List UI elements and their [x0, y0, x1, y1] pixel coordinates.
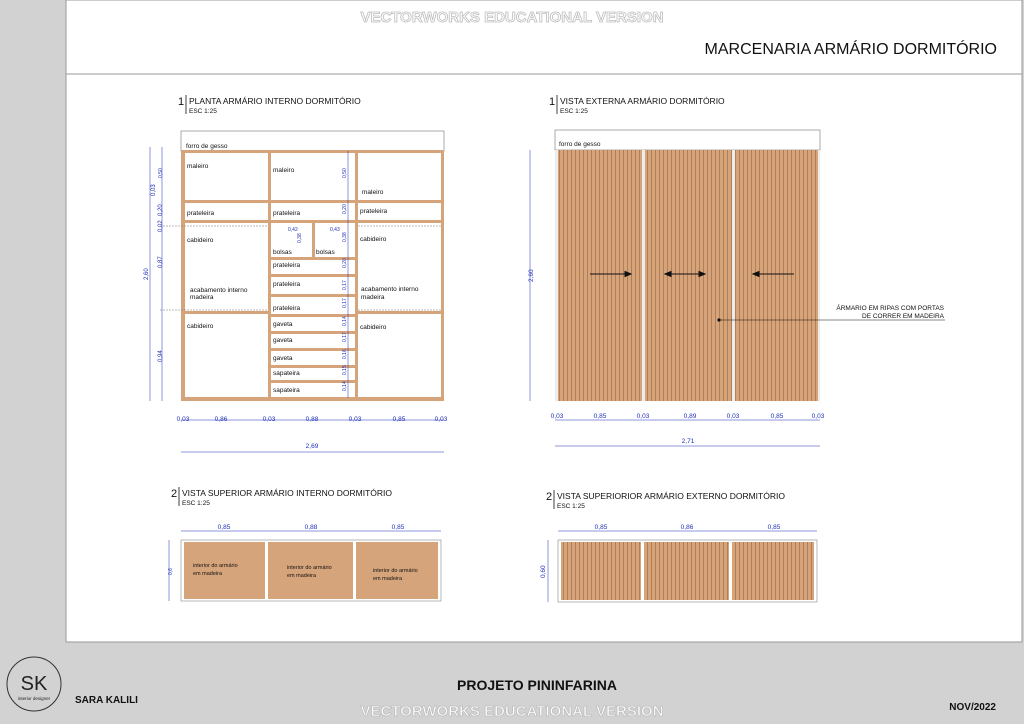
- view-number: 2: [171, 488, 178, 500]
- label-maleiro-left: maleiro: [187, 163, 209, 170]
- dim-inner-5: 0,17: [342, 280, 348, 290]
- logo-subtitle: interior designer: [17, 696, 51, 701]
- label-prateleira-left: prateleira: [187, 210, 215, 217]
- dim-plan-bottom-7: 0,03: [434, 416, 448, 423]
- dim-inner-9: 0,16: [342, 349, 348, 359]
- label-acabamento-left-2: madeira: [190, 294, 214, 301]
- dim-inner-7: 0,14: [342, 316, 348, 326]
- box-label: em madeira: [287, 573, 317, 579]
- label-acabamento-left-1: acabamento interno: [190, 287, 248, 294]
- dim-top-ext-2: 0,86: [680, 524, 694, 531]
- plan-interior-view: [144, 95, 448, 452]
- dim-height: 2,60: [528, 269, 535, 282]
- box-label: em madeira: [193, 571, 223, 577]
- dim-left-6: 0,94: [158, 350, 164, 362]
- dim-ext-bottom-6: 0,85: [770, 413, 784, 420]
- box-label: interior do armário: [287, 565, 332, 571]
- view-scale: ESC 1:25: [557, 503, 585, 510]
- dim-inner-3: 0,38: [342, 232, 348, 242]
- designer-name: SARA KALILI: [75, 695, 138, 706]
- dim-depth: 0,6: [168, 568, 174, 575]
- dim-inner-2: 0,20: [342, 204, 348, 214]
- project-name: PROJETO PININFARINA: [457, 677, 617, 693]
- dim-plan-bottom-1: 0,03: [176, 416, 190, 423]
- label-prateleira-m1: prateleira: [273, 262, 301, 269]
- label-cabideiro-right-2: cabideiro: [360, 324, 387, 331]
- label-prateleira-m2: prateleira: [273, 281, 301, 288]
- dim-left-1: 0,03: [151, 184, 157, 196]
- label-gaveta-1: gaveta: [273, 321, 293, 328]
- note-line-1: ÁRMARIO EM RIPAS COM PORTAS: [836, 305, 944, 312]
- dim-plan-bottom-3: 0,03: [262, 416, 276, 423]
- forro-label: forro de gesso: [186, 143, 228, 150]
- dim-inner-10: 0,15: [342, 365, 348, 375]
- label-acabamento-right-1: acabamento interno: [361, 286, 419, 293]
- sliding-door-right: [735, 150, 818, 401]
- box-label: em madeira: [373, 576, 403, 582]
- view-scale: ESC 1:25: [189, 108, 217, 115]
- dim-inner-1: 0,50: [342, 168, 348, 178]
- label-gaveta-3: gaveta: [273, 355, 293, 362]
- view-number: 2: [546, 491, 553, 503]
- view-title: VISTA EXTERNA ARMÁRIO DORMITÓRIO: [560, 96, 725, 106]
- dim-ext-bottom-3: 0,03: [636, 413, 650, 420]
- box-label: interior do armário: [193, 563, 238, 569]
- dim-left-2: 0,50: [158, 168, 164, 178]
- dim-left-4: 0,02: [158, 220, 164, 232]
- view-number: 1: [178, 96, 185, 108]
- label-bolsas-2: bolsas: [316, 249, 335, 256]
- top-slat-middle: [644, 542, 729, 600]
- dim-ext-bottom-2: 0,85: [593, 413, 607, 420]
- label-cabideiro-left-1: cabideiro: [187, 237, 214, 244]
- box-label: interior do armário: [373, 568, 418, 574]
- label-bolsas-1: bolsas: [273, 249, 292, 256]
- label-cabideiro-right-1: cabideiro: [360, 236, 387, 243]
- dim-ext-bottom-7: 0,03: [811, 413, 825, 420]
- label-cabideiro-left-2: cabideiro: [187, 323, 214, 330]
- view-title: VISTA SUPERIORIOR ARMÁRIO EXTERNO DORMITÓRIO: [557, 491, 785, 501]
- dim-bolsas-2: 0,43: [330, 227, 340, 233]
- label-prateleira-right: prateleira: [360, 208, 388, 215]
- dim-ext-bottom-1: 0,03: [550, 413, 564, 420]
- dim-inner-8: 0,17: [342, 332, 348, 342]
- project-date: NOV/2022: [949, 702, 996, 713]
- sliding-door-middle: [645, 150, 732, 401]
- view-number: 1: [549, 96, 556, 108]
- top-slat-right: [732, 542, 814, 600]
- dim-top-ext-1: 0,85: [594, 524, 608, 531]
- label-sapateira-1: sapateira: [273, 370, 300, 377]
- dim-left-5: 0,87: [158, 256, 164, 268]
- dim-inner-11: 0,14: [342, 381, 348, 391]
- view-title: PLANTA ARMÁRIO INTERNO DORMITÓRIO: [189, 96, 361, 106]
- dim-depth: 0,60: [540, 565, 547, 578]
- dim-plan-bottom-5: 0,03: [348, 416, 362, 423]
- dim-left-3: 0,20: [158, 204, 164, 216]
- note-line-2: DE CORRER EM MADEIRA: [862, 313, 944, 320]
- dim-plan-bottom-2: 0,86: [214, 416, 228, 423]
- logo-letters: SK: [20, 673, 48, 695]
- watermark-bottom: VECTORWORKS EDUCATIONAL VERSION: [360, 703, 664, 720]
- forro-label: forro de gesso: [559, 141, 601, 148]
- watermark-top: VECTORWORKS EDUCATIONAL VERSION: [360, 9, 664, 26]
- label-prateleira-m3: prateleira: [273, 305, 301, 312]
- left-margin: [0, 0, 66, 642]
- dim-top-int-3: 0,85: [391, 524, 405, 531]
- view-scale: ESC 1:25: [182, 500, 210, 507]
- dim-bolsas-1: 0,42: [288, 227, 298, 233]
- view-scale: ESC 1:25: [560, 108, 588, 115]
- dim-total-width: 2,69: [305, 443, 319, 450]
- label-prateleira-middle: prateleira: [273, 210, 301, 217]
- dim-plan-bottom-6: 0,85: [392, 416, 406, 423]
- dim-plan-bottom-4: 0,88: [305, 416, 319, 423]
- label-maleiro-middle: maleiro: [273, 167, 295, 174]
- sliding-door-left: [558, 150, 642, 401]
- dim-ext-bottom-5: 0,03: [726, 413, 740, 420]
- top-slat-left: [561, 542, 641, 600]
- dim-ext-bottom-4: 0,89: [683, 413, 697, 420]
- dim-bolsas-v: 0,38: [297, 233, 303, 243]
- dim-top-int-2: 0,88: [304, 524, 318, 531]
- dim-total-height: 2,60: [144, 268, 150, 280]
- view-title: VISTA SUPERIOR ARMÁRIO INTERNO DORMITÓRIO: [182, 488, 393, 498]
- label-acabamento-right-2: madeira: [361, 294, 385, 301]
- label-sapateira-2: sapateira: [273, 387, 300, 394]
- dim-inner-6: 0,17: [342, 298, 348, 308]
- dim-top-int-1: 0,85: [217, 524, 231, 531]
- label-maleiro-right: maleiro: [362, 189, 384, 196]
- label-gaveta-2: gaveta: [273, 337, 293, 344]
- dim-total-width: 2,71: [681, 438, 695, 445]
- dim-inner-4: 0,20: [342, 258, 348, 268]
- dim-top-ext-3: 0,85: [767, 524, 781, 531]
- sheet-title: MARCENARIA ARMÁRIO DORMITÓRIO: [704, 41, 997, 58]
